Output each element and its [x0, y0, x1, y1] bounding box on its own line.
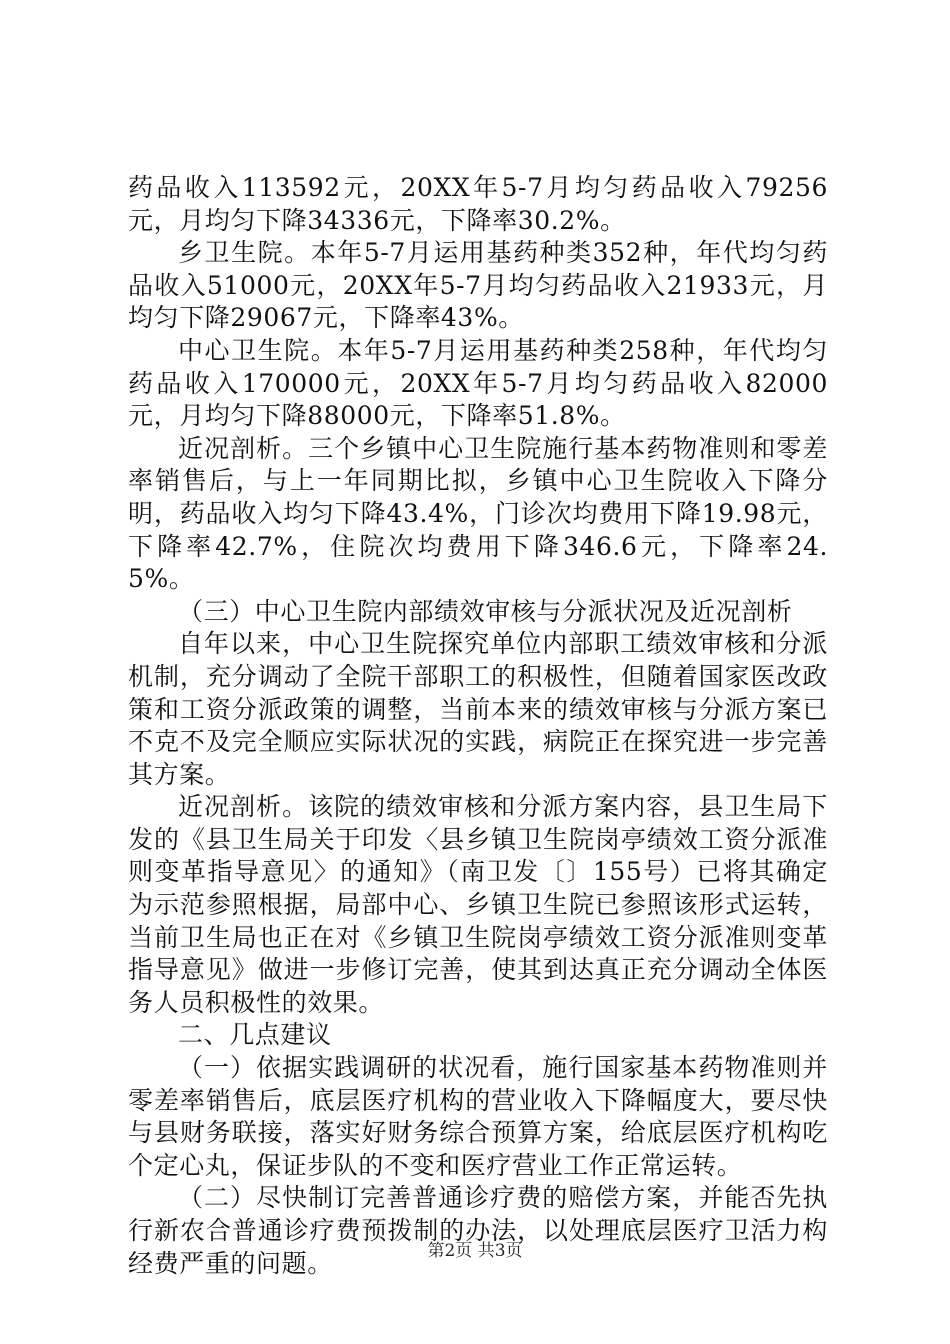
paragraph-suggestion-2: （二）尽快制订完善普通诊疗费的赔偿方案，并能否先执行新农合普通诊疗费预拨制的办法，以处理底层医疗卫活力构经费严重的问题。 — [128, 1183, 828, 1278]
section-heading-performance: （三）中心卫生院内部绩效审核与分派状况及近况剖析 — [178, 596, 793, 626]
paragraph-performance-mechanism: 自年以来，中心卫生院探究单位内部职工绩效审核和分派机制，充分调动了全院干部职工的积极性，但随着国家医改政策和工资分派政策的调整，当前本来的绩效审核与分派方案已不克不及完全顺应实际状况的实践，病院正在探究进一步完善其方案。 — [128, 629, 828, 789]
section-heading-suggestions: 二、几点建议 — [178, 1020, 332, 1050]
paragraph-performance-analysis: 近况剖析。该院的绩效审核和分派方案内容，县卫生局下发的《县卫生局关于印发〈县乡镇卫生院岗亭绩效工资分派准则变革指导意见〉的通知》（南卫发〔〕155号）已将其确定为示范参照根据，局部中心、乡镇卫生院已参照该形式运转，当前卫生局也正在对《乡镇卫生院岗亭绩效工资分派准则变革指导意见》做进一步修订完善，使其到达真正充分调动全体医务人员积极性的效果。 — [128, 792, 828, 1017]
paragraph-status-analysis: 近况剖析。三个乡镇中心卫生院施行基本药物准则和零差率销售后，与上一年同期比拟，乡镇中心卫生院收入下降分明，药品收入均匀下降43.4%，门诊次均费用下降19.98元，下降率42.7%，住院次均费用下降346.6元，下降率24.5%。 — [128, 433, 828, 594]
paragraph-suggestion-1: （一）依据实践调研的状况看，施行国家基本药物准则并零差率销售后，底层医疗机构的营业收入下降幅度大，要尽快与县财务联接，落实好财务综合预算方案，给底层医疗机构吃个定心丸，保证步队的不变和医疗营业工作正常运转。 — [128, 1053, 828, 1180]
paragraph-township-hospital: 乡卫生院。本年5-7月运用基药种类352种，年代均匀药品收入51000元，20XX年5-7月均匀药品收入21933元，月均匀下降29067元，下降率43%。 — [128, 238, 828, 333]
document-body — [128, 172, 828, 1280]
page-footer: 第2页 共3页 — [427, 1241, 523, 1261]
paragraph-central-hospital: 中心卫生院。本年5-7月运用基药种类258种，年代均匀药品收入170000元，20XX年5-7月均匀药品收入82000元，月均匀下降88000元，下降率51.8%。 — [128, 335, 828, 431]
paragraph-drug-income-continued: 药品收入113592元，20XX年5-7月均匀药品收入79256元，月均匀下降34336元，下降率30.2%。 — [128, 173, 828, 235]
